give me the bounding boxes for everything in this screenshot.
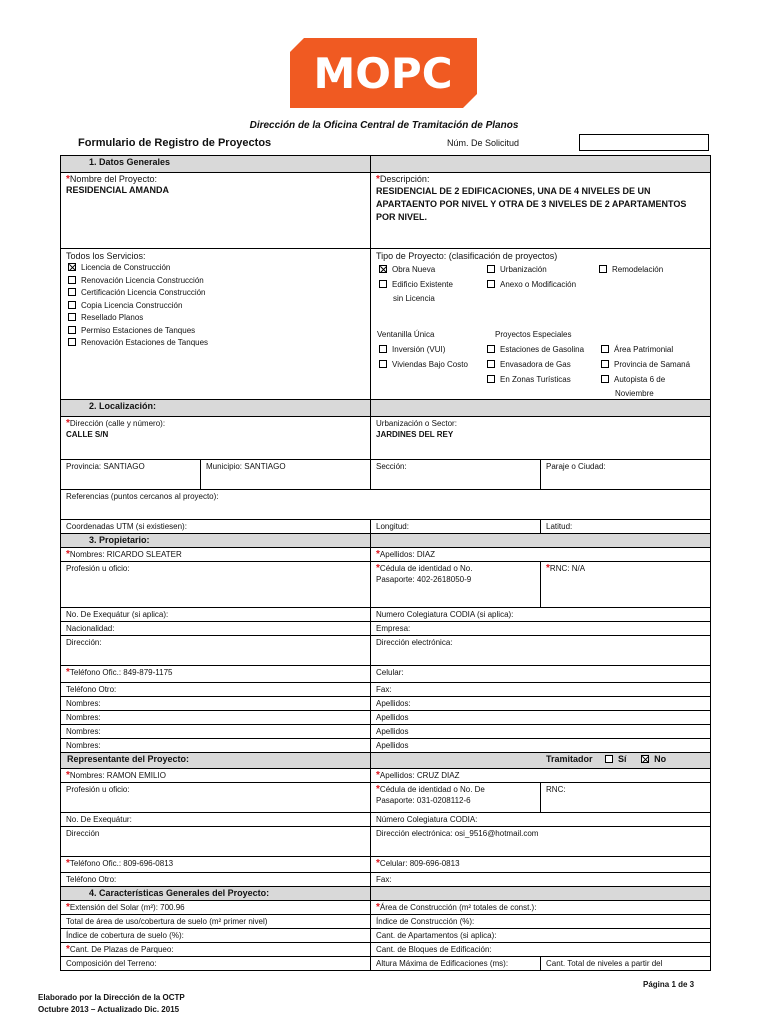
owner-id-cell[interactable]: *Cédula de identidad o No. Pasaporte: 402-2618050-9 xyxy=(371,562,541,608)
solicitud-label: Núm. De Solicitud xyxy=(447,138,520,148)
city-cell[interactable]: Paraje o Ciudad: xyxy=(541,460,711,490)
mopc-logo xyxy=(290,38,477,108)
owner-nationality-cell[interactable]: Nacionalidad: xyxy=(61,622,371,636)
service-item[interactable]: Copia Licencia Construcción xyxy=(68,300,365,313)
co-owner-names-cell[interactable]: Nombres: xyxy=(61,711,371,725)
construction-area-cell[interactable]: *Área de Construcción (m² totales de const.): xyxy=(371,901,711,915)
urbanization-cell[interactable]: Urbanización o Sector: JARDINES DEL REY xyxy=(371,417,711,460)
tramitador-si[interactable]: Sí xyxy=(605,754,627,764)
rep-other-phone-cell[interactable]: Teléfono Otro: xyxy=(61,873,371,887)
type-obra-nueva[interactable]: Obra Nueva xyxy=(379,264,435,275)
terrain-cell[interactable]: Composición del Terreno: xyxy=(61,957,371,971)
otro-autopista[interactable]: Autopista 6 de xyxy=(601,374,665,385)
rep-rnc-cell[interactable]: RNC: xyxy=(541,783,711,813)
rep-fax-cell[interactable]: Fax: xyxy=(371,873,711,887)
services-cell xyxy=(61,249,371,400)
construction-index-cell[interactable]: Índice de Construcción (%): xyxy=(371,915,711,929)
address-cell[interactable]: *Dirección (calle y número): CALLE S/N xyxy=(61,417,371,460)
co-owner-lastnames-cell[interactable]: Apellidos: xyxy=(371,697,711,711)
office-subtitle: Dirección de la Oficina Central de Tramitación de Planos xyxy=(249,120,519,131)
form-title: Formulario de Registro de Proyectos xyxy=(78,137,272,149)
solar-extension-cell[interactable]: *Extensión del Solar (m²): 700.96 xyxy=(61,901,371,915)
checkbox[interactable] xyxy=(68,313,76,321)
service-item[interactable]: Certificación Licencia Construcción xyxy=(68,287,365,300)
co-owner-lastnames-cell[interactable]: Apellidos xyxy=(371,725,711,739)
ventanilla-inversion[interactable]: Inversión (VUI) xyxy=(379,344,445,355)
service-item[interactable]: Permiso Estaciones de Tanques xyxy=(68,325,365,338)
service-item[interactable]: Renovación Estaciones de Tanques xyxy=(68,337,365,350)
blocks-cell[interactable]: Cant. de Bloques de Edificación: xyxy=(371,943,711,957)
owner-cellphone-cell[interactable]: Celular: xyxy=(371,666,711,683)
project-type-cell: Tipo de Proyecto: (clasificación de proyectos) Obra Nueva Urbanización Remodelación Edificio Existente sin Licencia Anexo o Modificación Ventanilla Única Proyectos Especiales Inversión (VUI) Viviendas Bajo Costo Estaciones de Gasolina Envasadora de Gas En Zonas Turísticas Área Patrimonial Provincia de Samaná Autopista 6 de Noviembre xyxy=(371,249,711,400)
rep-cellphone-cell[interactable]: *Celular: 809-696-0813 xyxy=(371,857,711,873)
levels-cell[interactable]: Cant. Total de niveles a partir del xyxy=(541,957,711,971)
tramitador-label: Tramitador xyxy=(546,754,593,764)
latitude-cell[interactable]: Latitud: xyxy=(541,520,711,534)
owner-other-phone-cell[interactable]: Teléfono Otro: xyxy=(61,683,371,697)
tramitador-group xyxy=(371,753,711,769)
rep-address-cell[interactable]: Dirección xyxy=(61,827,371,857)
service-item[interactable]: Resellado Planos xyxy=(68,312,365,325)
municipality-cell[interactable]: Municipio: SANTIAGO xyxy=(201,460,371,490)
owner-fax-cell[interactable]: Fax: xyxy=(371,683,711,697)
co-owner-names-cell[interactable]: Nombres: xyxy=(61,725,371,739)
service-item[interactable]: Renovación Licencia Construcción xyxy=(68,275,365,288)
checkbox[interactable] xyxy=(68,288,76,296)
project-name-cell[interactable]: *Nombre del Proyecto: RESIDENCIAL AMANDA xyxy=(61,173,371,249)
owner-phone-cell[interactable]: *Teléfono Ofic.: 849-879-1175 xyxy=(61,666,371,683)
description-cell[interactable]: *Descripción: RESIDENCIAL DE 2 EDIFICACIONES, UNA DE 4 NIVELES DE UN APARTAENTO POR NIVEL Y OTRA DE 3 NIVELES DE 2 APARTAMENTOS POR NIVEL. xyxy=(371,173,711,249)
section-representante: Representante del Proyecto: xyxy=(61,753,371,769)
rep-codia-cell[interactable]: Número Colegiatura CODIA: xyxy=(371,813,711,827)
services-label: Todos los Servicios: xyxy=(66,251,146,261)
owner-address-cell[interactable]: Dirección: xyxy=(61,636,371,666)
total-area-cell[interactable]: Total de área de uso/cobertura de suelo (m² primer nivel) xyxy=(61,915,371,929)
checkbox[interactable] xyxy=(68,276,76,284)
registration-form xyxy=(60,155,711,971)
rep-lastnames-cell[interactable]: *Apellidos: CRUZ DIAZ xyxy=(371,769,711,783)
rep-names-cell[interactable]: *Nombres: RAMON EMILIO xyxy=(61,769,371,783)
parking-cell[interactable]: *Cant. De Plazas de Parqueo: xyxy=(61,943,371,957)
owner-profession-cell[interactable]: Profesión u oficio: xyxy=(61,562,371,608)
otro-samana[interactable]: Provincia de Samaná xyxy=(601,359,690,370)
section-caracteristicas: 4. Características Generales del Proyecto: xyxy=(61,887,371,901)
owner-lastnames-cell[interactable]: *Apellidos: DIAZ xyxy=(371,548,711,562)
owner-codia-cell[interactable]: Numero Colegiatura CODIA (si aplica): xyxy=(371,608,711,622)
description-value: RESIDENCIAL DE 2 EDIFICACIONES, UNA DE 4 NIVELES DE UN APARTAENTO POR NIVEL Y OTRA DE 3 NIVELES DE 2 APARTAMENTOS POR NIVEL. xyxy=(376,186,687,222)
apartments-cell[interactable]: Cant. de Apartamentos (si aplica): xyxy=(371,929,711,943)
service-item[interactable]: Licencia de Construcción xyxy=(68,262,365,275)
max-height-cell[interactable]: Altura Máxima de Edificaciones (ms): xyxy=(371,957,541,971)
province-cell[interactable]: Provincia: SANTIAGO xyxy=(61,460,201,490)
section-cell[interactable]: Sección: xyxy=(371,460,541,490)
owner-names-cell[interactable]: *Nombres: RICARDO SLEATER xyxy=(61,548,371,562)
owner-email-cell[interactable]: Dirección electrónica: xyxy=(371,636,711,666)
rep-id-cell[interactable]: *Cédula de identidad o No. De Pasaporte: 031-0208112-6 xyxy=(371,783,541,813)
especial-turisticas[interactable]: En Zonas Turísticas xyxy=(487,374,571,385)
checkbox[interactable] xyxy=(68,338,76,346)
co-owner-names-cell[interactable]: Nombres: xyxy=(61,739,371,753)
page-number: Página 1 de 3 xyxy=(643,980,695,989)
longitude-cell[interactable]: Longitud: xyxy=(371,520,541,534)
footer-note: Elaborado por la Dirección de la OCTP Octubre 2013 – Actualizado Dic. 2015 xyxy=(38,993,185,1014)
co-owner-lastnames-cell[interactable]: Apellidos xyxy=(371,711,711,725)
owner-rnc-cell[interactable]: *RNC: N/A xyxy=(541,562,711,608)
section-propietario: 3. Propietario: xyxy=(61,534,371,548)
type-edificio-existente[interactable]: Edificio Existente xyxy=(379,279,453,290)
solicitud-number-field[interactable] xyxy=(579,134,709,151)
rep-profession-cell[interactable]: Profesión u oficio: xyxy=(61,783,371,813)
especial-gasolina[interactable]: Estaciones de Gasolina xyxy=(487,344,584,355)
project-name-value: RESIDENCIAL AMANDA xyxy=(66,185,170,195)
coordinates-cell[interactable]: Coordenadas UTM (si existiesen): xyxy=(61,520,371,534)
coverage-index-cell[interactable]: Índice de cobertura de suelo (%): xyxy=(61,929,371,943)
logo-text: MOPC xyxy=(313,49,453,98)
co-owner-names-cell[interactable]: Nombres: xyxy=(61,697,371,711)
section-datos-generales: 1. Datos Generales xyxy=(61,156,371,173)
type-anexo[interactable]: Anexo o Modificación xyxy=(487,279,576,290)
ventanilla-viviendas[interactable]: Viviendas Bajo Costo xyxy=(379,359,468,370)
type-urbanizacion[interactable]: Urbanización xyxy=(487,264,547,275)
co-owner-lastnames-cell[interactable]: Apellidos xyxy=(371,739,711,753)
project-type-label: Tipo de Proyecto: (clasificación de proyectos) xyxy=(376,251,558,261)
rep-phone-cell[interactable]: *Teléfono Ofic.: 809-696-0813 xyxy=(61,857,371,873)
especiales-label: Proyectos Especiales xyxy=(495,330,572,339)
tramitador-no[interactable]: No xyxy=(641,754,666,764)
ventanilla-label: Ventanilla Única xyxy=(377,330,435,339)
owner-exequatur-cell[interactable]: No. De Exequátur (si aplica): xyxy=(61,608,371,622)
checkbox[interactable] xyxy=(68,301,76,309)
especial-gas[interactable]: Envasadora de Gas xyxy=(487,359,571,370)
checkbox-checked[interactable] xyxy=(68,263,76,271)
type-remodelacion[interactable]: Remodelación xyxy=(599,264,663,275)
otro-patrimonial[interactable]: Área Patrimonial xyxy=(601,344,673,355)
rep-email-cell[interactable]: Dirección electrónica: osi_9516@hotmail.com xyxy=(371,827,711,857)
owner-company-cell[interactable]: Empresa: xyxy=(371,622,711,636)
checkbox[interactable] xyxy=(68,326,76,334)
references-cell[interactable]: Referencias (puntos cercanos al proyecto): xyxy=(61,490,711,520)
rep-exequatur-cell[interactable]: No. De Exequátur: xyxy=(61,813,371,827)
section-localizacion: 2. Localización: xyxy=(61,400,371,417)
